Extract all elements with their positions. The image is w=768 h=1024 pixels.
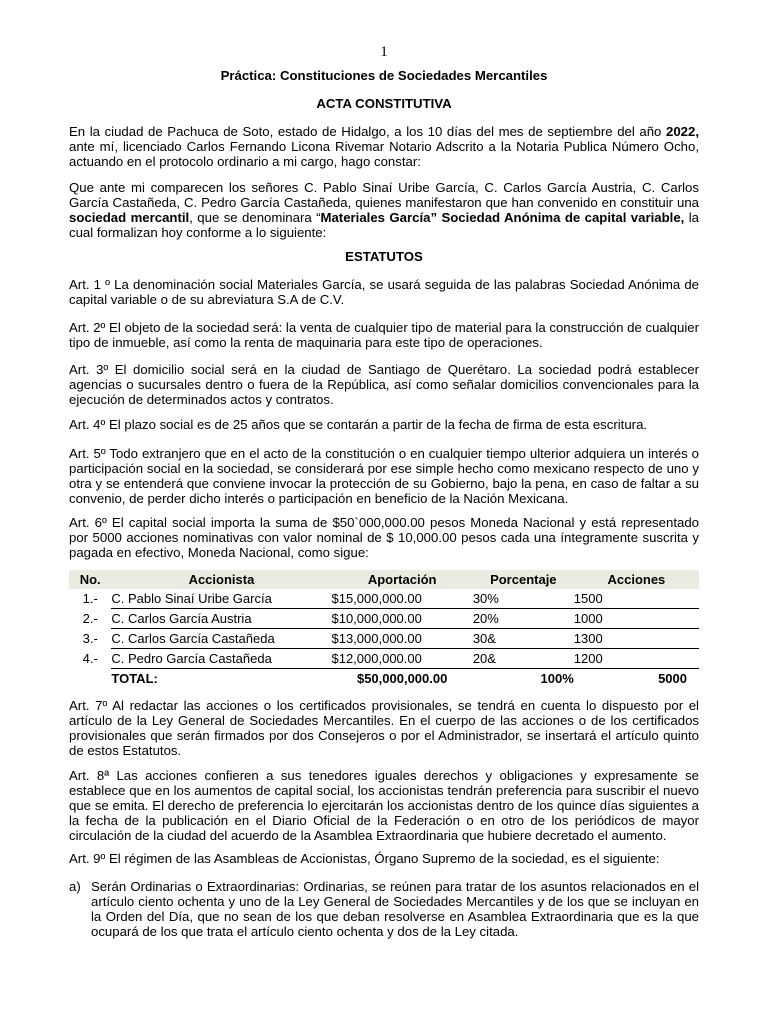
table-total-row: [69, 669, 699, 689]
page-number: 1: [380, 44, 388, 60]
article-5: Art. 5º Todo extranjero que en el acto de la constitución o en cualquier tiempo ulterior adquiera un interés o participación social en la sociedad, se considerará por ese simple hecho como mexicano respecto de uno y otra y se entenderá que conviene invocar la protección de su Gobierno, bajo la pena, en caso de faltar a su convenio, de perder dicho interés o participación en beneficio de la Nación Mexicana.: [69, 446, 699, 506]
intro-paragraph-2: [69, 180, 699, 240]
total-porcentaje: 100%: [540, 671, 574, 686]
cell-no: 2.-: [82, 611, 98, 626]
cell-accionista: C. Pablo Sinaí Uribe García: [111, 589, 331, 609]
total-label: TOTAL:: [111, 671, 158, 686]
article-9: Art. 9º El régimen de las Asambleas de Accionistas, Órgano Supremo de la sociedad, es el siguiente:: [69, 851, 660, 866]
article-3: Art. 3º El domicilio social será en la ciudad de Santiago de Querétaro. La sociedad podrá establecer agencias o sucursales dentro o fuera de la República, así como señalar domicilios convencionales para la ejecución de determinados actos y contratos.: [69, 362, 699, 407]
cell-no: 4.-: [82, 651, 98, 666]
cell-acciones: 1000: [574, 609, 699, 629]
cell-acciones: 1200: [574, 649, 699, 669]
document-subtitle: ACTA CONSTITUTIVA: [316, 96, 452, 111]
cell-aportacion: $12,000,000.00: [331, 649, 472, 669]
cell-aportacion: $15,000,000.00: [331, 589, 472, 609]
intro-bold-text: sociedad mercantil: [69, 210, 190, 225]
table-header-row: [69, 570, 699, 589]
total-acciones: 5000: [658, 671, 687, 686]
header-no: No.: [69, 570, 111, 589]
cell-porcentaje: 30%: [473, 589, 574, 609]
cell-no: 3.-: [82, 631, 98, 646]
table-row: [69, 609, 699, 629]
cell-no: 1.-: [82, 591, 98, 607]
article-1: Art. 1 º La denominación social Materiales García, se usará seguida de las palabras Sociedad Anónima de capital variable o de su abreviatura S.A de C.V.: [69, 277, 699, 307]
cell-accionista: C. Carlos García Austria: [111, 609, 331, 629]
table-row: [69, 589, 699, 609]
article-2: Art. 2º El objeto de la sociedad será: la venta de cualquier tipo de material para la construcción de cualquier tipo de inmueble, así como la renta de maquinaria para este tipo de operaciones.: [69, 320, 699, 350]
header-accionista: Accionista: [111, 570, 331, 589]
shareholders-table: [69, 570, 699, 688]
cell-aportacion: $13,000,000.00: [331, 629, 472, 649]
header-porcentaje: Porcentaje: [473, 570, 574, 589]
intro-text: , que se denominara “: [189, 210, 321, 225]
document-title: Práctica: Constituciones de Sociedades Mercantiles: [220, 68, 548, 83]
cell-acciones: 1500: [574, 589, 699, 609]
list-text: Serán Ordinarias o Extraordinarias: Ordinarias, se reúnen para tratar de los asuntos relacionados en el artículo ciento ochenta y uno de la Ley General de Sociedades Mercantiles y de los que se incluyan en la Orden del Día, que no sean de los que deban resolverse en Asamblea Extraordinaria que es la que ocupará de los que trata el artículo ciento ochenta y dos de la Ley citada.: [91, 879, 699, 939]
list-label: a): [69, 879, 81, 894]
article-8: Art. 8ª Las acciones confieren a sus tenedores iguales derechos y obligaciones y expresamente se establece que en los aumentos de capital social, los accionistas tendrán preferencia para suscribir el nuevo que se emita. El derecho de preferencia lo ejercitarán los accionistas dentro de los quince días siguientes a la fecha de la publicación en el Diario Oficial de la Federación o en otro de los periódicos de mayor circulación de la ciudad del acuerdo de la Asamblea Extraordinaria que hubiere decretado el aumento.: [69, 768, 699, 843]
cell-empty: [69, 669, 111, 689]
article-7: Art. 7º Al redactar las acciones o los certificados provisionales, se tendrá en cuenta lo dispuesto por el artículo de la Ley General de Sociedades Mercantiles. En el cuerpo de las acciones o de los certificados provisionales que serán firmados por dos Consejeros o por el Administrador, se insertará el artículo quinto de estos Estatutos.: [69, 698, 699, 758]
cell-porcentaje: 30&: [473, 629, 574, 649]
cell-acciones: 1300: [574, 629, 699, 649]
estatutos-heading: ESTATUTOS: [345, 249, 423, 264]
header-aportacion: Aportación: [331, 570, 472, 589]
table-row: [69, 629, 699, 649]
cell-accionista: C. Carlos García Castañeda: [111, 629, 331, 649]
cell-accionista: C. Pedro García Castañeda: [111, 649, 331, 669]
cell-porcentaje: 20&: [473, 649, 574, 669]
header-acciones: Acciones: [574, 570, 699, 589]
article-9-item-a: [69, 879, 699, 939]
article-6: Art. 6º El capital social importa la suma de $50`000,000.00 pesos Moneda Nacional y está representado por 5000 acciones nominativas con valor nominal de $ 10,000.00 pesos cada una íntegramente suscrita y pagada en efectivo, Moneda Nacional, como sigue:: [69, 515, 699, 560]
total-aportacion: $50,000,000.00: [356, 671, 448, 686]
cell-aportacion: $10,000,000.00: [331, 609, 472, 629]
intro-text: Que ante mi comparecen los señores C. Pablo Sinaí Uribe García, C. Carlos García Austria, C. Carlos García Castañeda, C. Pedro García Castañeda, quienes manifestaron que han convenido en constituir una: [69, 180, 699, 210]
article-4: Art. 4º El plazo social es de 25 años que se contarán a partir de la fecha de firma de esta escritura.: [69, 417, 648, 432]
cell-porcentaje: 20%: [473, 609, 574, 629]
intro-text: En la ciudad de Pachuca de Soto, estado de Hidalgo, a los 10 días del mes de septiembre del año: [69, 124, 666, 139]
intro-text: la cual formalizan hoy conforme a lo siguiente:: [69, 210, 699, 240]
intro-text: ante mí, licenciado Carlos Fernando Licona Rivemar Notario Adscrito a la Notaria Publica Número Ocho, actuando en el protocolo ordinario a mi cargo, hago constar:: [69, 139, 699, 169]
intro-bold-text: Materiales García” Sociedad Anónima de capital variable,: [320, 210, 685, 225]
intro-year: 2022,: [665, 124, 699, 139]
table-row: [69, 649, 699, 669]
intro-paragraph-1: [69, 124, 699, 169]
